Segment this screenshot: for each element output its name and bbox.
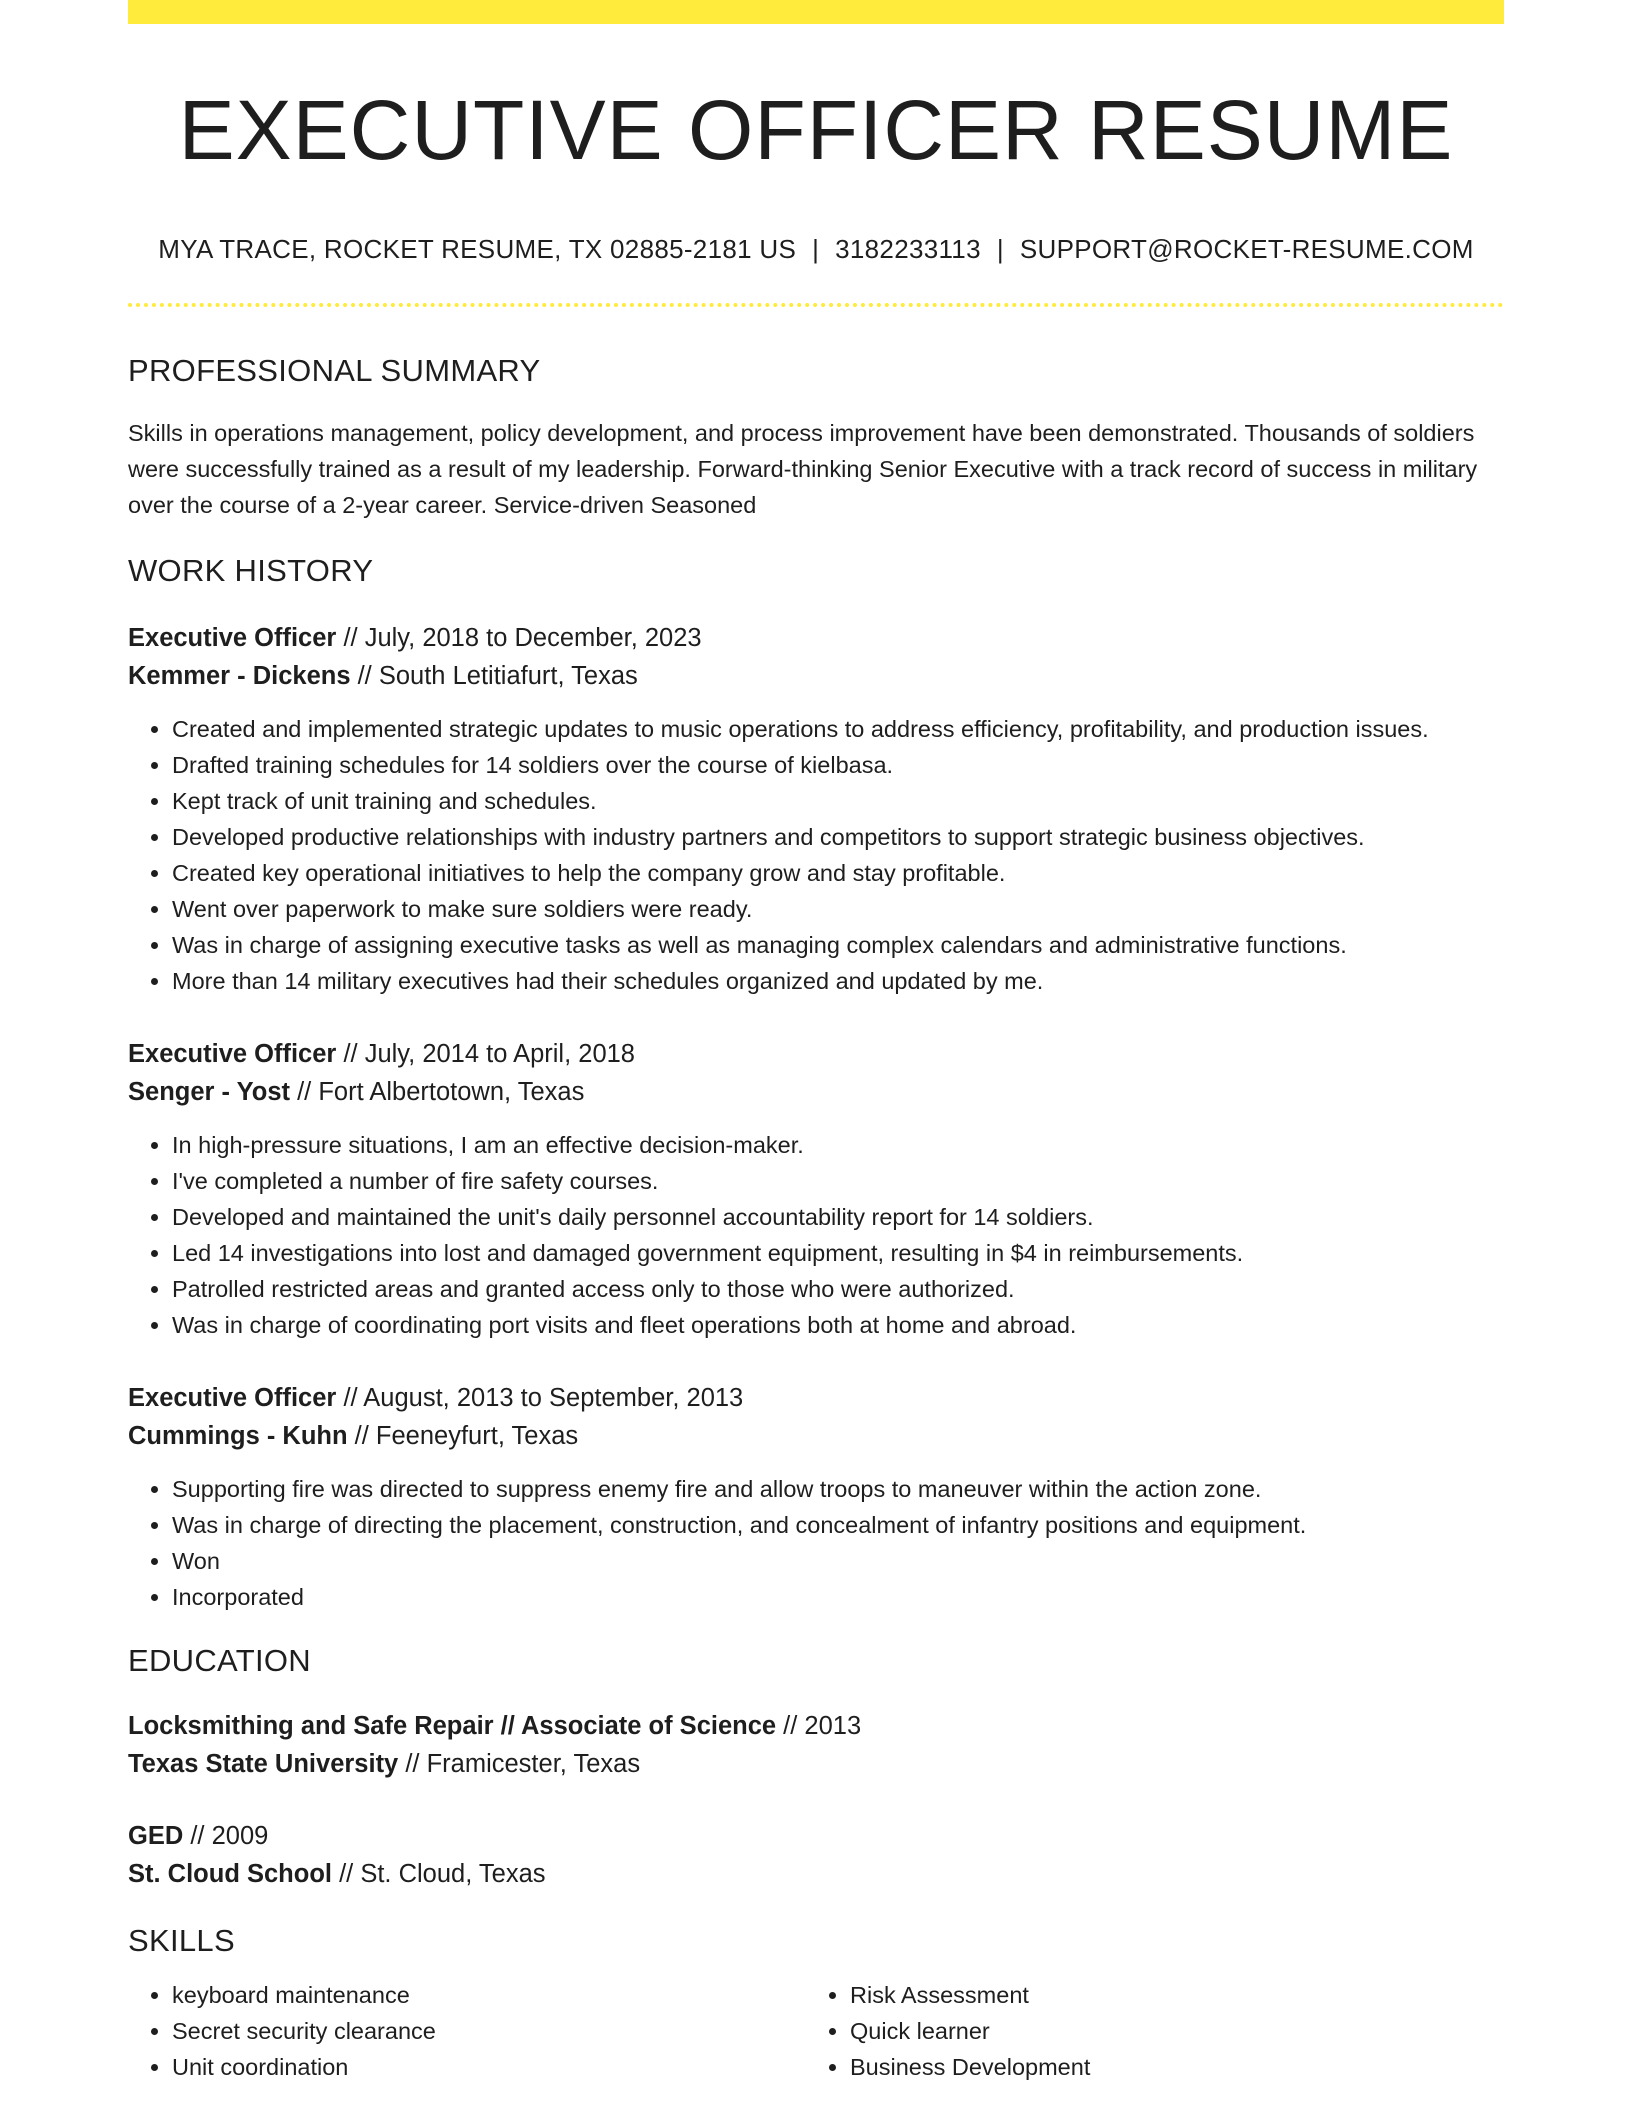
degree-line [128,1707,1504,1745]
summary-heading: PROFESSIONAL SUMMARY [128,353,541,389]
school-line [128,1855,1504,1893]
resume-title: EXECUTIVE OFFICER RESUME [178,83,1454,177]
list-item: • Led 14 investigations into lost and damaged government equipment, resulting in $4 in reimbursements. [172,1235,1504,1271]
job-company-line [128,657,1504,695]
job-bullets [128,1471,1504,1615]
summary-text: Skills in operations management, policy development, and process improvement have been demonstrated. Thousands of soldiers were successfully trained as a result of my leadership. Forward-thinking Senior Executive with a track record of success in military over the course of a 2-year career. Service-driven Seasoned [128,420,1478,519]
graduation-year: // 2009 [183,1822,269,1851]
skill-item: • Quick learner [850,2013,1480,2049]
job-location: // South Letitiafurt, Texas [350,662,638,691]
job-company: Cummings - Kuhn [128,1422,348,1451]
list-item: • Drafted training schedules for 14 soldiers over the course of kielbasa. [172,747,1504,783]
school-name: St. Cloud School [128,1860,332,1889]
contact-separator: | [812,234,820,265]
job-company-line [128,1417,1504,1455]
list-item: • Was in charge of directing the placement, construction, and concealment of infantry positions and equipment. [172,1507,1504,1543]
skill-item: • Secret security clearance [172,2013,806,2049]
contact-line [128,234,1504,265]
job-title-line [128,1379,1504,1417]
job-dates: // July, 2018 to December, 2023 [336,624,702,653]
list-item: • I've completed a number of fire safety courses. [172,1163,1504,1199]
contact-phone: 3182233113 [835,234,981,265]
degree-line [128,1817,1504,1855]
degree: GED [128,1822,184,1851]
education-entry [128,1707,1504,1783]
job-location: // Feeneyfurt, Texas [347,1422,579,1451]
job-entry [128,1379,1504,1615]
list-item: • More than 14 military executives had their schedules organized and updated by me. [172,963,1504,999]
school-location: // Framicester, Texas [398,1750,641,1779]
job-company-line [128,1073,1504,1111]
list-item: • Went over paperwork to make sure soldiers were ready. [172,891,1504,927]
skill-item: • Business Development [850,2049,1480,2085]
education-heading: EDUCATION [128,1643,311,1679]
skill-item: • Risk Assessment [850,1977,1480,2013]
job-bullets [128,1127,1504,1343]
contact-address: MYA TRACE, ROCKET RESUME, TX 02885-2181 US [158,234,797,265]
skill-item: • keyboard maintenance [172,1977,806,2013]
list-item: • Was in charge of coordinating port visits and fleet operations both at home and abroad. [172,1307,1504,1343]
list-item: • Developed productive relationships with industry partners and competitors to support strategic business objectives. [172,819,1504,855]
list-item: • Won [172,1543,1504,1579]
list-item: • Created key operational initiatives to help the company grow and stay profitable. [172,855,1504,891]
education-entry [128,1817,1504,1893]
contact-separator: | [996,234,1004,265]
job-entry [128,619,1504,999]
skill-item: • Unit coordination [172,2049,806,2085]
skills-columns [128,1977,1504,2085]
list-item: • Kept track of unit training and schedules. [172,783,1504,819]
school-location: // St. Cloud, Texas [332,1860,546,1889]
list-item: • Developed and maintained the unit's daily personnel accountability report for 14 soldiers. [172,1199,1504,1235]
school-name: Texas State University [128,1750,399,1779]
list-item: • In high-pressure situations, I am an effective decision-maker. [172,1127,1504,1163]
school-line [128,1745,1504,1783]
job-bullets [128,711,1504,999]
job-company: Kemmer - Dickens [128,662,351,691]
list-item: • Patrolled restricted areas and granted access only to those who were authorized. [172,1271,1504,1307]
job-title: Executive Officer [128,624,337,653]
skills-list-right [806,1977,1480,2085]
job-dates: // August, 2013 to September, 2013 [336,1384,744,1413]
degree: Locksmithing and Safe Repair // Associate of Science [128,1712,777,1741]
resume-page [128,0,1504,2085]
job-location: // Fort Albertotown, Texas [290,1078,585,1107]
contact-email: SUPPORT@ROCKET-RESUME.COM [1019,234,1474,265]
job-title-line [128,1035,1504,1073]
job-title-line [128,619,1504,657]
work-history-heading: WORK HISTORY [128,553,374,589]
list-item: • Supporting fire was directed to suppress enemy fire and allow troops to maneuver within the action zone. [172,1471,1504,1507]
job-title: Executive Officer [128,1040,337,1069]
accent-top-bar [128,0,1504,24]
job-company: Senger - Yost [128,1078,291,1107]
job-title: Executive Officer [128,1384,337,1413]
list-item: • Created and implemented strategic updates to music operations to address efficiency, profitability, and production issues. [172,711,1504,747]
dotted-divider [128,303,1504,307]
skills-heading: SKILLS [128,1923,235,1959]
job-entry [128,1035,1504,1343]
job-dates: // July, 2014 to April, 2018 [336,1040,635,1069]
list-item: • Was in charge of assigning executive tasks as well as managing complex calendars and administrative functions. [172,927,1504,963]
skills-list-left [128,1977,806,2085]
list-item: • Incorporated [172,1579,1504,1615]
graduation-year: // 2013 [776,1712,862,1741]
